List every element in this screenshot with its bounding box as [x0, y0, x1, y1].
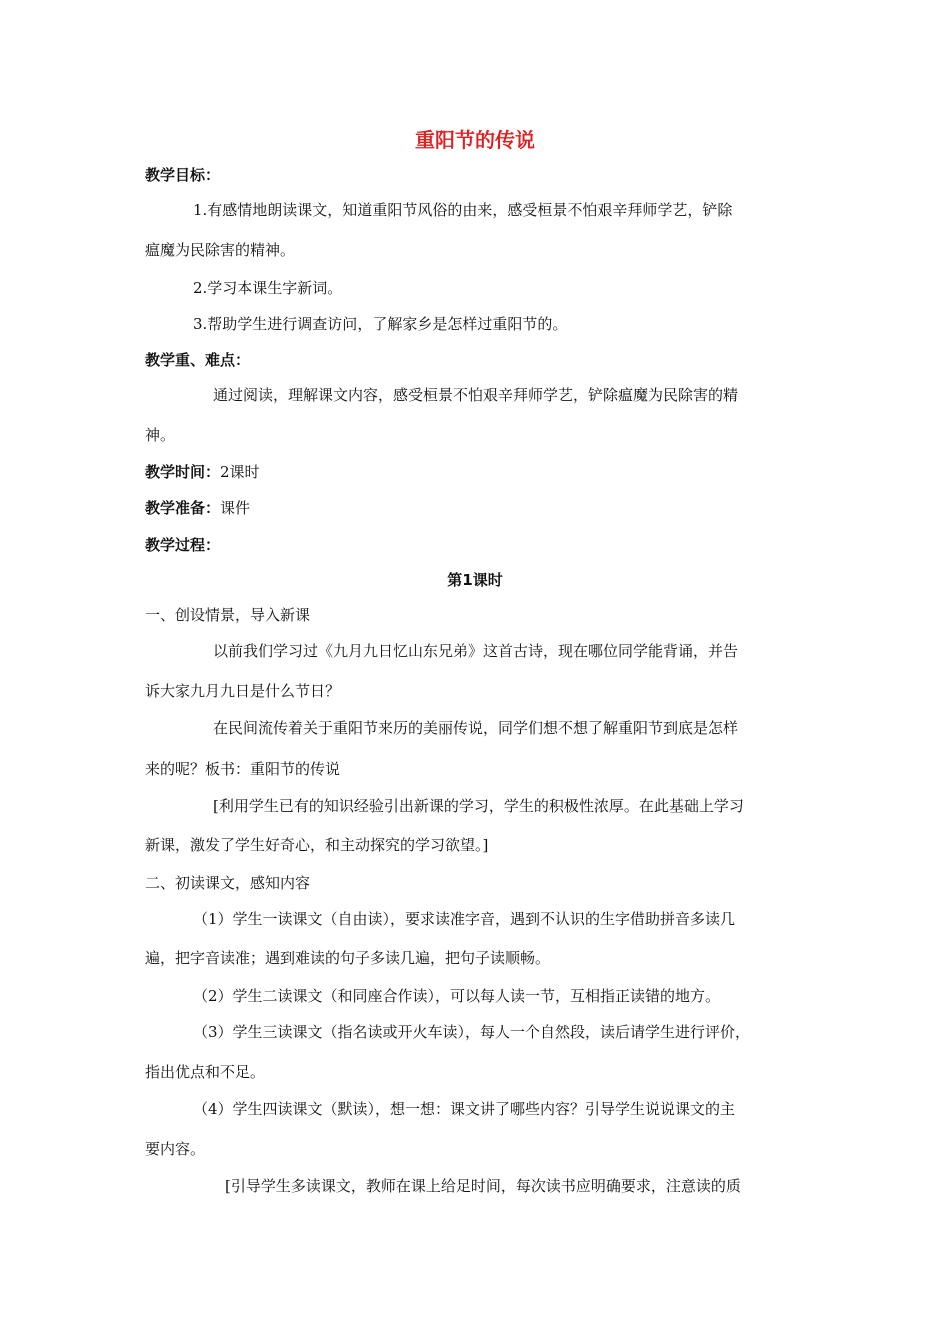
- teaching-time-label: 教学时间：: [145, 463, 221, 481]
- teaching-time-row: [145, 461, 815, 483]
- section-1-heading: 一、创设情景，导入新课: [145, 606, 311, 624]
- section-1-paragraph-3-line-2: 新课，激发了学生好奇心，和主动探究的学习欲望。]: [145, 836, 489, 854]
- objective-1-line-2: 瘟魔为民除害的精神。: [145, 241, 296, 259]
- objective-3: 3.帮助学生进行调查访问，了解家乡是怎样过重阳节的。: [193, 315, 568, 333]
- section-2-paragraph-4-line-1: （4）学生四读课文（默读），想一想：课文讲了哪些内容？引导学生说说课文的主: [193, 1100, 736, 1118]
- teaching-time-value: 2课时: [220, 463, 260, 481]
- section-2-paragraph-2: （2）学生二读课文（和同座合作读），可以每人读一节，互相指正读错的地方。: [193, 987, 721, 1005]
- objective-2: 2.学习本课生字新词。: [193, 279, 343, 297]
- process-heading: 教学过程：: [145, 536, 221, 554]
- teaching-prep-row: [145, 497, 815, 519]
- keypoints-line-1: 通过阅读，理解课文内容，感受桓景不怕艰辛拜师学艺，铲除瘟魔为民除害的精: [213, 386, 739, 404]
- section-1-paragraph-1-line-1: 以前我们学习过《九月九日忆山东兄弟》这首古诗，现在哪位同学能背诵，并告: [213, 642, 739, 660]
- section-2-paragraph-3-line-1: （3）学生三读课文（指名读或开火车读），每人一个自然段，读后请学生进行评价，: [193, 1023, 751, 1041]
- section-2-paragraph-4-line-2: 要内容。: [145, 1140, 206, 1158]
- section-2-paragraph-3-line-2: 指出优点和不足。: [145, 1063, 266, 1081]
- section-1-paragraph-2-line-2: 来的呢？板书：重阳节的传说: [145, 760, 341, 778]
- section-1-paragraph-3-line-1: [利用学生已有的知识经验引出新课的学习，学生的积极性浓厚。在此基础上学习: [213, 797, 744, 815]
- objectives-heading: 教学目标：: [145, 166, 221, 184]
- section-1-paragraph-1-line-2: 诉大家九月九日是什么节日？: [145, 682, 341, 700]
- objective-1-line-1: 1.有感情地朗读课文，知道重阳节风俗的由来，感受桓景不怕艰辛拜师学艺，铲除: [193, 201, 733, 219]
- teaching-prep-label: 教学准备：: [145, 499, 221, 517]
- section-2-paragraph-1-line-1: （1）学生一读课文（自由读），要求读准字音，遇到不认识的生字借助拼音多读几: [193, 910, 736, 928]
- lesson-heading: 第1课时: [447, 571, 503, 589]
- keypoints-line-2: 神。: [145, 426, 176, 444]
- teaching-prep-value: 课件: [220, 499, 251, 517]
- section-1-paragraph-2-line-1: 在民间流传着关于重阳节来历的美丽传说，同学们想不想了解重阳节到底是怎样: [213, 719, 739, 737]
- section-2-heading: 二、初读课文，感知内容: [145, 874, 311, 892]
- keypoints-heading: 教学重、难点：: [145, 351, 251, 369]
- document-title: 重阳节的传说: [415, 128, 535, 152]
- section-2-paragraph-1-line-2: 遍，把字音读准；遇到难读的句子多读几遍，把句子读顺畅。: [145, 949, 551, 967]
- section-2-paragraph-5-line-1: [引导学生多读课文，教师在课上给足时间，每次读书应明确要求，注意读的质: [225, 1177, 741, 1195]
